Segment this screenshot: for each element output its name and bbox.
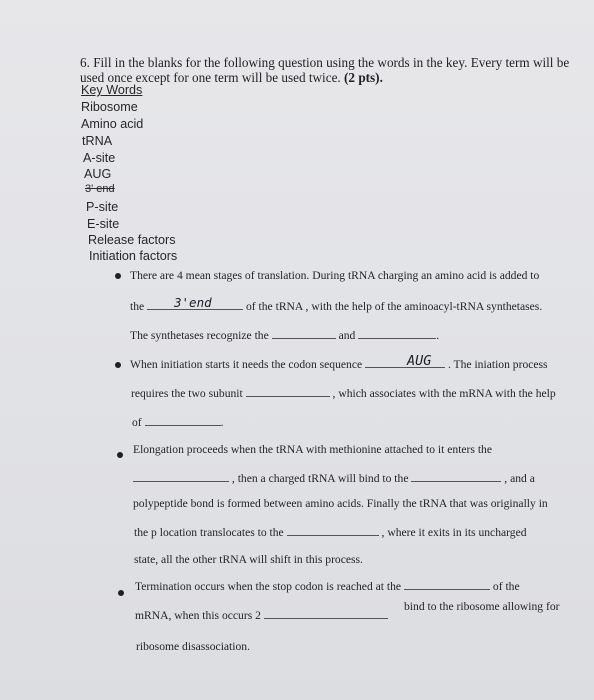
key-word-e-site: E-site	[87, 217, 120, 231]
b3-line4	[134, 525, 527, 539]
b4-line2-b: bind to the ribosome allowing for	[404, 600, 560, 613]
blank-help-of[interactable]	[145, 415, 221, 426]
b2-of: of	[132, 416, 142, 429]
blank-charged-site[interactable]	[411, 471, 501, 482]
key-word-3-end: 3' end	[85, 183, 115, 195]
b4-line2	[135, 608, 388, 622]
key-word-p-site: P-site	[86, 200, 119, 214]
key-words-title: Key Words	[81, 83, 143, 97]
b2-line1-a: When initiation starts it needs the codon sequence	[130, 358, 363, 371]
b4-line1-a: Termination occurs when the stop codon is reached at the	[135, 580, 402, 593]
bullet-dot	[117, 452, 123, 458]
b3-line4-b: , where it exits in its uncharged	[381, 526, 527, 539]
bullet-dot	[115, 362, 121, 368]
key-word-a-site: A-site	[83, 151, 116, 165]
question-points: (2 pts).	[344, 70, 383, 85]
b4-line3: ribosome disassociation.	[136, 640, 250, 653]
b3-line3: polypeptide bond is formed between amino acids. Finally the tRNA that was originally in	[133, 497, 548, 510]
handwritten-answer-3end: 3'end	[174, 295, 212, 310]
b2-line3	[132, 415, 223, 429]
question-prompt	[80, 55, 580, 85]
key-word-initiation-factors: Initiation factors	[89, 249, 178, 263]
question-number: 6.	[80, 55, 90, 70]
b3-line2-b: , and a	[504, 472, 535, 485]
handwritten-answer-aug: AUG	[407, 353, 432, 369]
b3-line2	[133, 471, 535, 485]
blank-synthetase-1[interactable]	[272, 328, 336, 339]
b3-line4-a: the p location translocates to the	[134, 526, 284, 539]
key-word-trna: tRNA	[82, 134, 113, 148]
b1-line3	[130, 328, 439, 342]
b1-period: .	[436, 329, 440, 342]
b4-line1	[135, 579, 520, 593]
blank-codon[interactable]	[365, 357, 445, 368]
b2-line1	[130, 357, 548, 371]
b3-line1: Elongation proceeds when the tRNA with methionine attached to it enters the	[133, 443, 492, 456]
key-word-amino-acid: Amino acid	[81, 117, 144, 131]
b4-line2-a: mRNA, when this occurs 2	[135, 609, 261, 622]
b2-line1-b: . The iniation process	[447, 358, 548, 371]
key-word-aug: AUG	[84, 167, 112, 181]
key-word-release-factors: Release factors	[88, 233, 176, 247]
b1-line2-rest: of the tRNA , with the help of the aminoacyl-tRNA synthetases.	[245, 300, 543, 313]
b3-line5: state, all the other tRNA will shift in this process.	[134, 553, 363, 566]
bullet-dot	[118, 590, 124, 596]
key-word-ribosome: Ribosome	[81, 100, 138, 114]
blank-stop-codon-site[interactable]	[404, 579, 490, 590]
b2-line2-b: , which associates with the mRNA with the help	[332, 387, 556, 400]
b4-line1-b: of the	[492, 580, 520, 593]
blank-release[interactable]	[264, 608, 388, 619]
blank-translocate-site[interactable]	[287, 525, 379, 536]
b2-line2-a: requires the two subunit	[131, 387, 243, 400]
blank-enters-site[interactable]	[133, 471, 229, 482]
blank-synthetase-2[interactable]	[358, 328, 436, 339]
blank-subunit[interactable]	[246, 386, 330, 397]
b1-and: and	[338, 329, 356, 342]
b1-line1: There are 4 mean stages of translation. During tRNA charging an amino acid is added to	[130, 269, 540, 282]
b2-period: .	[220, 416, 224, 429]
b2-line2	[131, 386, 556, 400]
bullet-dot	[115, 273, 121, 279]
b3-line2-a: , then a charged tRNA will bind to the	[231, 472, 409, 485]
question-text: Fill in the blanks for the following question using the words in the key. Every term will be used once except for one term will be used twice.	[80, 55, 570, 85]
b1-line3-a: The synthetases recognize the	[130, 329, 269, 342]
b1-the: the	[130, 300, 145, 313]
